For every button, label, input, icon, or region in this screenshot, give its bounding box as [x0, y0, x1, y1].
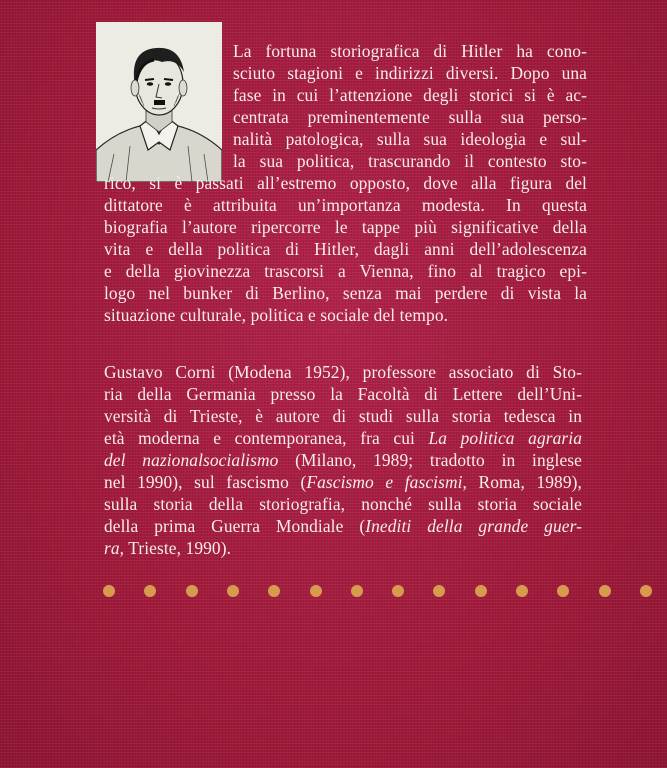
decorative-dot — [557, 585, 569, 597]
author-bio-line: versità di Trieste, è autore di studi sulla storia tedesca in — [104, 406, 582, 426]
book-title-inediti: Inediti della grande guer- — [365, 516, 582, 536]
decorative-dot — [516, 585, 528, 597]
synopsis-line: la sua politica, trascurando il contesto sto- — [233, 151, 587, 171]
book-title-inediti-cont: ra — [104, 538, 120, 558]
synopsis-line: centrata preminentemente sulla sua perso- — [233, 107, 587, 127]
decorative-dot — [351, 585, 363, 597]
author-bio-line: sulla storia della storiografia, nonché sulla storia sociale — [104, 494, 582, 514]
synopsis-line: dittatore è attribuita un’importanza modesta. In questa — [104, 195, 587, 215]
portrait — [96, 22, 222, 182]
book-title-fascismo: Fascismo e fascismi — [306, 472, 463, 492]
decorative-dot — [475, 585, 487, 597]
decorative-dot — [433, 585, 445, 597]
author-bio-text: età moderna e contemporanea, fra cui — [104, 428, 429, 448]
decorative-dot — [640, 585, 652, 597]
author-bio-line — [104, 537, 582, 559]
author-bio-line — [104, 449, 582, 471]
decorative-dot-row — [0, 585, 667, 601]
decorative-dot — [599, 585, 611, 597]
synopsis-line: fase in cui l’attenzione degli storici si è ac- — [233, 85, 587, 105]
synopsis-line: biografia l’autore ripercorre le tappe più significative della — [104, 217, 587, 237]
synopsis-line: situazione culturale, politica e sociale del tempo. — [104, 305, 449, 325]
synopsis-line: vita e della politica di Hitler, dagli anni dell’adolescenza — [104, 239, 587, 259]
decorative-dot — [310, 585, 322, 597]
decorative-dot — [392, 585, 404, 597]
synopsis-line: nalità patologica, sulla sua ideologia e sul- — [233, 129, 587, 149]
portrait-engraving-icon — [96, 22, 222, 182]
author-bio-line — [104, 427, 582, 449]
author-bio-line — [104, 471, 582, 493]
synopsis-line: rico, si è passati all’estremo opposto, dove alla figura del — [104, 173, 587, 193]
book-title-politica-agraria: La politica agraria — [428, 428, 582, 448]
author-bio-text: della prima Guerra Mondiale ( — [104, 516, 366, 536]
author-bio-text: , Roma, 1989), — [462, 472, 582, 492]
decorative-dot — [186, 585, 198, 597]
author-bio-text: , Trieste, 1990). — [119, 538, 232, 558]
synopsis-line: e della giovinezza trascorsi a Vienna, fino al tragico epi- — [104, 261, 587, 281]
author-bio-line — [104, 515, 582, 537]
author-bio-text: (Milano, 1989; tradotto in inglese — [278, 450, 582, 470]
book-title-politica-agraria-cont: del nazionalsocialismo — [104, 450, 279, 470]
decorative-dot — [227, 585, 239, 597]
synopsis-line: La fortuna storiografica di Hitler ha cono- — [233, 41, 587, 61]
synopsis-line: sciuto stagioni e indirizzi diversi. Dopo una — [233, 63, 587, 83]
author-bio-line: ria della Germania presso la Facoltà di Lettere dell’Uni- — [104, 384, 582, 404]
author-bio-text: nel 1990), sul fascismo ( — [104, 472, 307, 492]
decorative-dot — [144, 585, 156, 597]
author-bio-line: Gustavo Corni (Modena 1952), professore associato di Sto- — [104, 362, 582, 382]
decorative-dot — [103, 585, 115, 597]
synopsis-line: logo nel bunker di Berlino, senza mai perdere di vista la — [104, 283, 587, 303]
decorative-dot — [268, 585, 280, 597]
